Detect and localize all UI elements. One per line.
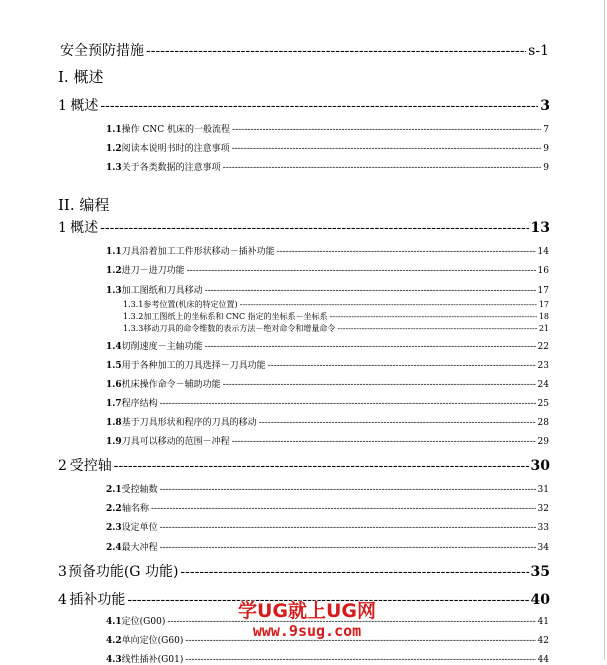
dot-leader [223,380,536,390]
toc-title: 程序结构 [121,399,158,409]
dot-leader [167,617,535,627]
toc-title: 切削速度－主轴功能 [121,342,203,352]
dot-leader [223,163,542,173]
toc-entry-chapter[interactable] [58,455,550,475]
toc-entry-section[interactable] [106,377,549,390]
dot-leader [160,543,536,553]
toc-title: 刀具可以移动的范围－冲程 [121,437,230,447]
toc-title: 阅读本说明书时的注意事项 [121,144,230,154]
watermark-title: 学UG就上UG网 [237,600,377,622]
toc-page-number: 17 [537,286,549,296]
part-heading: II. 编程 [58,196,110,214]
dot-leader [151,504,536,514]
toc-entry-section[interactable] [106,434,549,447]
toc-number: 4 [58,592,67,608]
toc-page-number: 25 [537,399,549,409]
dot-leader [160,523,536,533]
toc-title: 基于刀具形状和程序的刀具的移动 [121,418,257,428]
toc-title: 安全预防措施 [60,43,144,59]
toc-number: 1 [58,98,67,114]
toc-title: 机床操作命令－辅助功能 [121,380,221,390]
toc-title: 操作 CNC 机床的一般流程 [121,125,231,135]
toc-title: 最大冲程 [121,543,158,553]
toc-entry-section[interactable] [106,614,549,627]
toc-entry-section[interactable] [106,396,549,409]
toc-number: 1.3 [106,163,122,173]
dot-leader [240,300,537,309]
dot-leader [100,98,538,114]
toc-title: 进刀－进刀功能 [121,266,185,276]
toc-title: 线性插补(G01) [121,655,184,665]
toc-number: 1.1 [106,247,122,257]
toc-number: 2 [58,458,67,474]
toc-number: 4.2 [106,636,122,646]
dot-leader [160,399,536,409]
toc-page-number: s-1 [528,43,549,59]
page-edge-divider [604,0,605,660]
toc-entry-section[interactable] [106,415,549,428]
toc-page-number: 16 [537,266,549,276]
toc-page-number: 24 [537,380,549,390]
dot-leader [232,144,542,154]
toc-title: 插补功能 [69,592,126,608]
dot-leader [205,286,536,296]
toc-page-number: 23 [537,361,549,371]
toc-number: 1.6 [106,380,122,390]
toc-entry-chapter[interactable] [58,217,550,237]
toc-page-number: 7 [543,125,549,135]
toc-page-number: 40 [530,592,550,608]
toc-entry-section[interactable] [106,501,549,514]
toc-title: 刀具沿着加工工件形状移动－插补功能 [121,247,275,257]
dot-leader [180,564,528,580]
toc-number: 1.1 [106,125,122,135]
dot-leader [337,324,536,333]
toc-page-number: 42 [537,636,549,646]
toc-entry-section[interactable] [106,633,549,646]
part-heading: I. 概述 [58,68,104,86]
toc-entry-section[interactable] [106,652,549,665]
toc-entry-chapter[interactable] [58,95,550,115]
toc-page-number: 41 [537,617,549,627]
dot-leader [205,342,536,352]
toc-number: 4.3 [106,655,122,665]
dot-leader [185,655,535,665]
toc-number: 2.3 [106,523,122,533]
toc-page-number: 18 [538,312,549,321]
toc-number: 1.3.1 [123,300,144,309]
toc-page-number: 28 [537,418,549,428]
toc-number: 1.5 [106,361,122,371]
toc-page-number: 29 [537,437,549,447]
toc-number: 2.1 [106,485,122,495]
dot-leader [232,437,536,447]
toc-entry-section[interactable] [106,339,549,352]
dot-leader [330,312,537,321]
toc-entry-section[interactable] [106,244,549,257]
toc-page-number: 22 [537,342,549,352]
toc-title: 单向定位(G60) [121,636,184,646]
toc-title: 加工图纸和刀具移动 [121,286,203,296]
toc-entry-section[interactable] [106,283,549,296]
toc-title: 轴名称 [121,504,149,514]
toc-entry-subsection[interactable] [123,299,549,310]
dot-leader [146,43,526,59]
toc-entry-section[interactable] [106,358,549,371]
toc-title: 受控轴数 [121,485,158,495]
toc-title: 移动刀具的命令维数的表示方法－绝对命令和增量命令 [143,324,336,333]
toc-page-number: 35 [530,564,550,580]
toc-page-number: 31 [537,485,549,495]
toc-page-number: 21 [538,324,549,333]
toc-number: 2.2 [106,504,122,514]
toc-title: 加工图纸上的坐标系和 CNC 指定的坐标系－坐标系 [143,312,328,321]
toc-page-number: 30 [530,458,550,474]
toc-title: 概述 [70,220,99,236]
toc-page-number: 34 [537,543,549,553]
toc-title: 定位(G00) [121,617,166,627]
dot-leader [232,125,541,135]
toc-entry-subsection[interactable] [123,323,549,334]
toc-page-number: 44 [537,655,549,665]
toc-number: 1.2 [106,266,122,276]
toc-title: 预备功能(G 功能) [67,564,179,580]
toc-title: 用于各种加工的刀具选择－刀具功能 [121,361,266,371]
toc-entry-section[interactable] [106,540,549,553]
toc-number: 1.7 [106,399,122,409]
toc-number: 1.3.2 [123,312,144,321]
toc-page-number: 3 [540,98,550,114]
toc-entry-section[interactable] [106,482,549,495]
dot-leader [268,361,536,371]
toc-number: 2.4 [106,543,122,553]
dot-leader [277,247,536,257]
watermark-url: www.9sug.com [252,622,362,640]
toc-number: 1.8 [106,418,122,428]
toc-entry-subsection[interactable] [123,311,549,322]
toc-page-number: 17 [538,300,549,309]
toc-title: 设定单位 [121,523,158,533]
dot-leader [185,636,535,646]
toc-page-number: 9 [543,163,549,173]
toc-entry-section[interactable] [106,520,549,533]
toc-number: 4.1 [106,617,122,627]
toc-number: 1.2 [106,144,122,154]
toc-page-number: 9 [543,144,549,154]
dot-leader [160,485,536,495]
toc-number: 1.3.3 [123,324,144,333]
toc-entry-chapter[interactable] [58,589,550,609]
toc-page-number: 33 [537,523,549,533]
dot-leader [127,592,528,608]
toc-entry-section[interactable] [106,122,549,135]
toc-title: 概述 [70,98,99,114]
toc-entry-chapter[interactable] [58,561,550,581]
toc-title: 受控轴 [69,458,112,474]
toc-page-number: 14 [537,247,549,257]
toc-title: 参考位置(机床的特定位置) [143,300,238,309]
toc-entry-preface[interactable] [60,40,549,60]
toc-number: 1 [58,220,67,236]
toc-page-number: 13 [530,220,550,236]
toc-number: 3 [58,564,67,580]
toc-entry-section[interactable] [106,263,549,276]
dot-leader [259,418,536,428]
toc-number: 1.4 [106,342,122,352]
dot-leader [114,458,529,474]
toc-page-number: 32 [537,504,549,514]
toc-title: 关于各类数据的注意事项 [121,163,221,173]
toc-number: 1.3 [106,286,122,296]
dot-leader [100,220,528,236]
dot-leader [187,266,536,276]
toc-entry-section[interactable] [106,141,549,154]
toc-entry-section[interactable] [106,160,549,173]
toc-number: 1.9 [106,437,122,447]
